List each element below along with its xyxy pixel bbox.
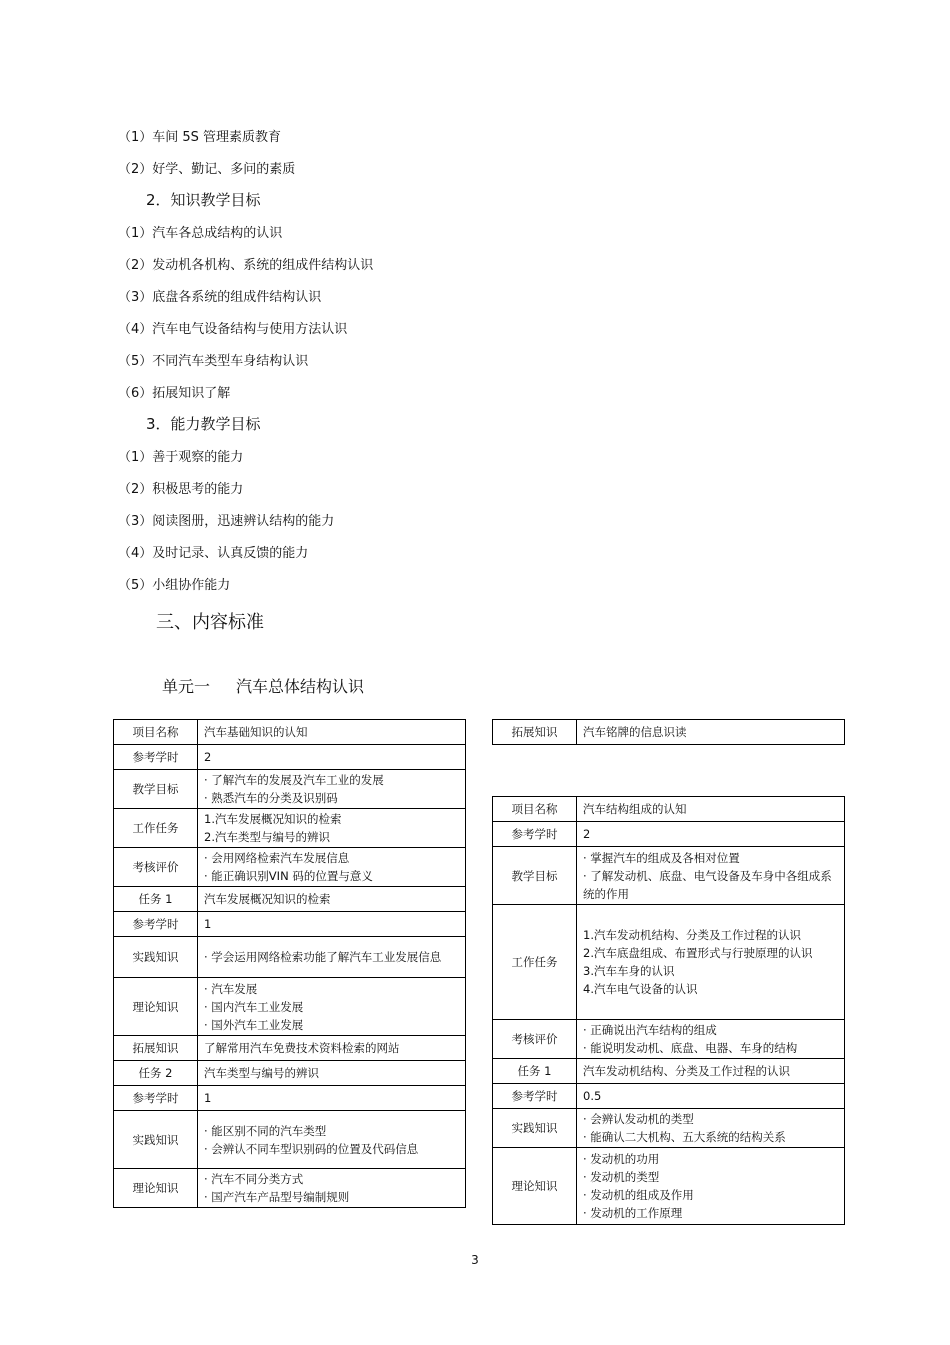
table-key: 实践知识 <box>114 1111 198 1169</box>
text-line: （1）善于观察的能力 <box>118 450 244 465</box>
table-key: 实践知识 <box>493 1109 577 1148</box>
table-value: 1.汽车发动机结构、分类及工作过程的认识 2.汽车底盘组成、布置形式与行驶原理的认识 3.汽车车身的认识 4.汽车电气设备的认识 <box>577 905 845 1020</box>
table-key: 教学目标 <box>114 770 198 809</box>
table-key: 参考学时 <box>114 745 198 770</box>
table-value: · 正确说出汽车结构的组成 · 能说明发动机、底盘、电器、车身的结构 <box>577 1020 845 1059</box>
table-key: 任务 1 <box>493 1059 577 1084</box>
text-line: （4）汽车电气设备结构与使用方法认识 <box>118 322 348 337</box>
table-value: 1 <box>198 1086 466 1111</box>
table-key: 项目名称 <box>493 797 577 822</box>
table-value: · 能区别不同的汽车类型 · 会辨认不同车型识别码的位置及代码信息 <box>198 1111 466 1169</box>
table-value: 汽车发动机结构、分类及工作过程的认识 <box>577 1059 845 1084</box>
table-value: 汽车铭牌的信息识读 <box>577 720 845 745</box>
table-key: 参考学时 <box>114 1086 198 1111</box>
chapter-heading: 三、内容标准 <box>156 612 264 633</box>
table-key: 工作任务 <box>493 905 577 1020</box>
table-key: 项目名称 <box>114 720 198 745</box>
table-value: 汽车发展概况知识的检索 <box>198 887 466 912</box>
unit-title <box>162 674 364 697</box>
table-value: 2 <box>198 745 466 770</box>
table-value: · 发动机的功用 · 发动机的类型 · 发动机的组成及作用 · 发动机的工作原理 <box>577 1148 845 1225</box>
table-value: 汽车类型与编号的辨识 <box>198 1061 466 1086</box>
table-value: · 掌握汽车的组成及各相对位置 · 了解发动机、底盘、电气设备及车身中各组成系统的作用 <box>577 847 845 905</box>
text-line: （2）积极思考的能力 <box>118 482 244 497</box>
text-line: （5）小组协作能力 <box>118 578 231 593</box>
table-key: 考核评价 <box>114 848 198 887</box>
table-key: 考核评价 <box>493 1020 577 1059</box>
table-key: 任务 1 <box>114 887 198 912</box>
text-line: （2）好学、勤记、多问的素质 <box>118 162 296 177</box>
table-value: 了解常用汽车免费技术资料检索的网站 <box>198 1036 466 1061</box>
text-line: （5）不同汽车类型车身结构认识 <box>118 354 309 369</box>
page-number: 3 <box>471 1253 479 1267</box>
text-line: （6）拓展知识了解 <box>118 386 231 401</box>
table-value: 1.汽车发展概况知识的检索 2.汽车类型与编号的辨识 <box>198 809 466 848</box>
table-value: · 汽车不同分类方式 · 国产汽车产品型号编制规则 <box>198 1169 466 1208</box>
table-value: · 会用网络检索汽车发展信息 · 能正确识别VIN 码的位置与意义 <box>198 848 466 887</box>
text-line: （3）底盘各系统的组成件结构认识 <box>118 290 322 305</box>
table-value: 汽车基础知识的认知 <box>198 720 466 745</box>
table-key: 理论知识 <box>114 1169 198 1208</box>
table-key: 任务 2 <box>114 1061 198 1086</box>
table-key: 拓展知识 <box>493 720 577 745</box>
left-project-table <box>113 719 466 1208</box>
table-key: 参考学时 <box>114 912 198 937</box>
text-line: （3）阅读图册，迅速辨认结构的能力 <box>118 514 335 529</box>
table-value: 0.5 <box>577 1084 845 1109</box>
right-project-table <box>492 796 845 1225</box>
table-key: 拓展知识 <box>114 1036 198 1061</box>
unit-name: 汽车总体结构认识 <box>236 677 365 696</box>
table-key: 理论知识 <box>114 978 198 1036</box>
table-value: 汽车结构组成的认知 <box>577 797 845 822</box>
table-value: 1 <box>198 912 466 937</box>
table-value: 2 <box>577 822 845 847</box>
table-key: 理论知识 <box>493 1148 577 1225</box>
text-line: （1）汽车各总成结构的认识 <box>118 226 283 241</box>
table-value: · 学会运用网络检索功能了解汽车工业发展信息 <box>198 937 466 978</box>
text-line: （1）车间 5S 管理素质教育 <box>118 130 282 145</box>
table-key: 教学目标 <box>493 847 577 905</box>
table-value: · 会辨认发动机的类型 · 能确认二大机构、五大系统的结构关系 <box>577 1109 845 1148</box>
text-line: （2）发动机各机构、系统的组成件结构认识 <box>118 258 374 273</box>
section-heading: 3．能力教学目标 <box>146 415 261 433</box>
table-key: 参考学时 <box>493 822 577 847</box>
right-extension-table <box>492 719 845 745</box>
table-key: 实践知识 <box>114 937 198 978</box>
text-line: （4）及时记录、认真反馈的能力 <box>118 546 309 561</box>
table-value: · 汽车发展 · 国内汽车工业发展 · 国外汽车工业发展 <box>198 978 466 1036</box>
table-value: · 了解汽车的发展及汽车工业的发展 · 熟悉汽车的分类及识别码 <box>198 770 466 809</box>
section-heading: 2．知识教学目标 <box>146 191 261 209</box>
table-key: 参考学时 <box>493 1084 577 1109</box>
table-key: 工作任务 <box>114 809 198 848</box>
unit-label: 单元一 <box>162 677 211 696</box>
